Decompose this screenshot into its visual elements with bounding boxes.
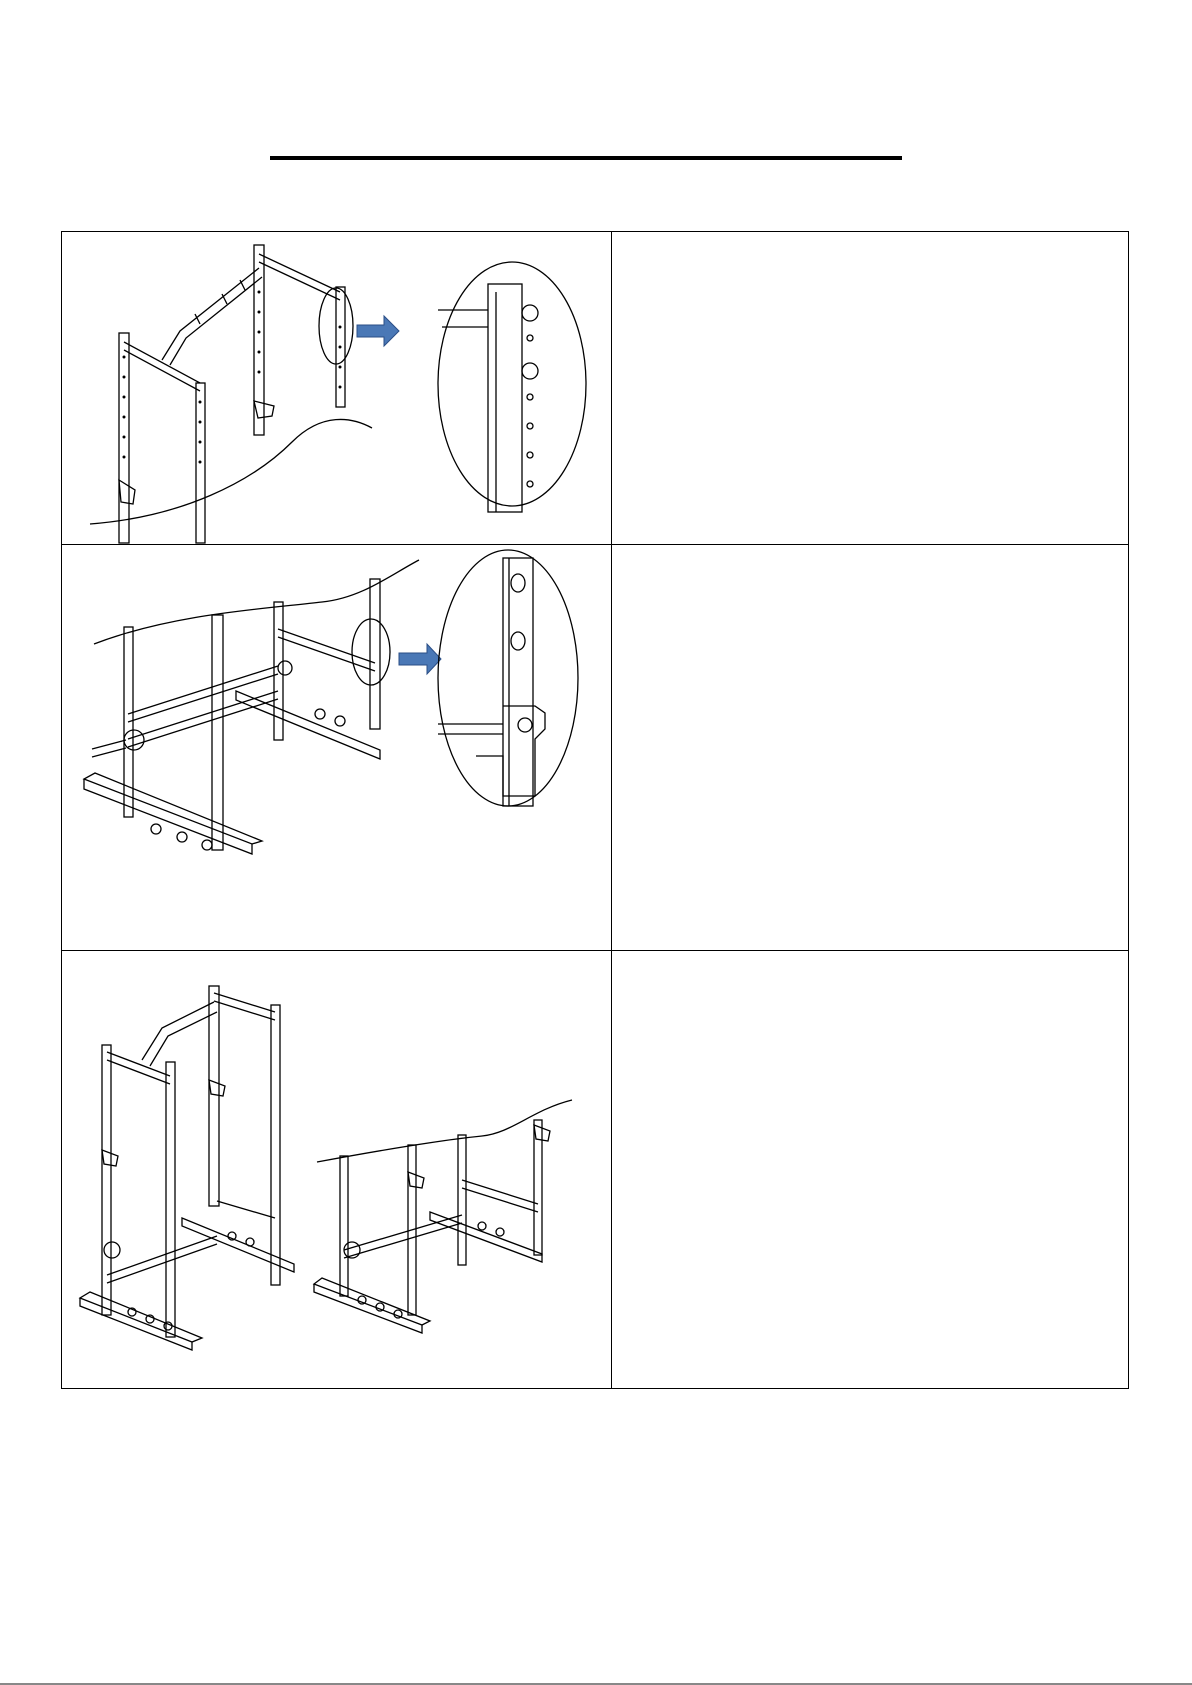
detail-inset [438,550,578,806]
step-1-instructions [614,232,1128,544]
pull-up-crossbar [124,254,340,391]
arrow-icon [399,644,441,674]
column-divider [611,232,612,1388]
step-2-figure [62,544,611,950]
assembled-rack-full-view [80,986,294,1350]
base-frame [84,629,380,854]
step-3-figure [62,950,611,1390]
step-1-figure [62,232,611,544]
assembled-rack-cutaway-view [314,1100,572,1333]
plate-storage-peg [92,661,345,850]
assembly-steps-table [61,231,1129,1389]
cutaway-line [90,419,372,524]
step-2-instructions [614,544,1128,950]
page-title-underline [270,156,902,160]
detail-callout [352,619,390,685]
detail-inset [438,262,586,512]
upright-holes [123,291,342,464]
step-3-instructions [614,950,1128,1390]
arrow-icon [357,316,399,346]
